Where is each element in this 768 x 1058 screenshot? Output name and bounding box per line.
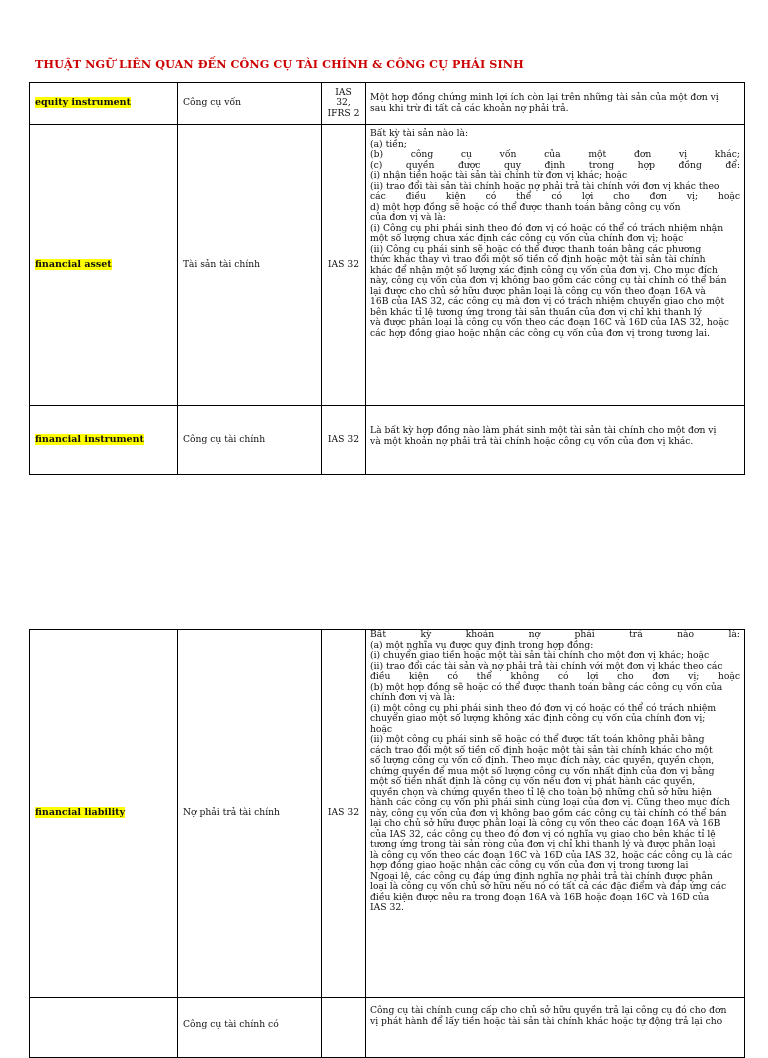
- definition-line: điều kiện có thể không có lợi cho đơn vị; hoặc: [370, 671, 740, 682]
- definition-line: d) một hợp đồng sẽ hoặc có thể được thanh toán bằng công cụ vốn: [370, 201, 681, 213]
- vietnamese-term-cell: Công cụ vốn: [178, 83, 322, 125]
- definition-line: vị phát hành để lấy tiền hoặc tài sản tài chính khác hoặc tự động trả lại cho: [370, 1015, 723, 1027]
- definition-line: số lượng công cụ vốn cố định. Theo mục đích này, các quyền, quyền chọn,: [370, 755, 715, 766]
- definition-line: Là bất kỳ hợp đồng nào làm phát sinh một tài sản tài chính cho một đơn vị: [370, 425, 717, 436]
- standard-cell: [322, 83, 366, 125]
- definition-line: hoặc: [370, 723, 393, 735]
- definition-line: cách trao đổi một số tiền cố định hoặc một tài sản tài chính khác cho một: [370, 744, 713, 756]
- definition-line: (i) nhận tiền hoặc tài sản tài chính từ đơn vị khác; hoặc: [370, 170, 628, 181]
- definition-line: các điều kiện có thể có lợi cho đơn vị; hoặc: [370, 191, 740, 202]
- term-cell: [30, 406, 178, 475]
- definition-cell: [366, 998, 745, 1058]
- standard-cell: [322, 998, 366, 1058]
- definition-line: này, công cụ vốn của đơn vị không bao gồm các công cụ tài chính có thể bán: [370, 807, 727, 819]
- definition-line: (ii) trao đổi tài sản tài chính hoặc nợ phải trả tài chính với đơn vị khác theo: [370, 180, 720, 192]
- vietnamese-term-cell: Công cụ tài chính có: [178, 998, 322, 1058]
- definition-line: chuyển giao một số lượng không xác định công cụ vốn của chính đơn vị;: [370, 713, 706, 724]
- definition-line: lại cho chủ sở hữu được phân loại là công cụ vốn theo các đoạn 16A và 16B: [370, 818, 721, 829]
- definition-line: (i) chuyển giao tiền hoặc một tài sản tài chính cho một đơn vị khác; hoặc: [370, 650, 710, 661]
- definition-line: một số tiền nhất định là công cụ vốn nếu đơn vị phát hành các quyền,: [370, 776, 696, 787]
- definition-line: 16B của IAS 32, các công cụ mà đơn vị có trách nhiệm chuyển giao cho một: [370, 296, 725, 307]
- vietnamese-term-cell: Công cụ tài chính: [178, 406, 322, 475]
- definition-line: (a) một nghĩa vụ được quy định trong hợp đồng:: [370, 639, 594, 651]
- definition-line: loại là công cụ vốn chủ sở hữu nếu nó có tất cả các đặc điểm và đáp ứng các: [370, 881, 727, 892]
- standard-cell: IAS 32: [322, 630, 366, 998]
- standard-line: IAS: [335, 86, 352, 98]
- definition-line: (c) quyền được quy định trong hợp đồng để:: [370, 159, 740, 171]
- vietnamese-term-cell: Tài sản tài chính: [178, 125, 322, 406]
- vietnamese-term-cell: Nợ phải trả tài chính: [178, 630, 322, 998]
- definition-line: (ii) Công cụ phái sinh sẽ hoặc có thể được thanh toán bằng các phương: [370, 243, 702, 255]
- definition-line: quyền chọn và chứng quyền theo tỉ lệ cho toàn bộ những chủ sở hữu hiện: [370, 786, 712, 798]
- table-row: [30, 630, 745, 998]
- term-highlight: financial instrument: [35, 433, 144, 445]
- definition-line: điều kiện được nêu ra trong đoạn 16A và 16B hoặc đoạn 16C và 16D của: [370, 891, 710, 903]
- page-title: THUẬT NGỮ LIÊN QUAN ĐẾN CÔNG CỤ TÀI CHÍNH & CÔNG CỤ PHÁI SINH: [35, 57, 524, 71]
- definition-line: một số lượng chưa xác định các công cụ vốn của chính đơn vị; hoặc: [370, 233, 684, 244]
- definition-line: (i) một công cụ phi phái sinh theo đó đơn vị có hoặc có thể có trách nhiệm: [370, 702, 717, 714]
- term-cell: [30, 630, 178, 998]
- definition-line: (b) công cụ vốn của một đơn vị khác;: [370, 149, 740, 160]
- standard-line: IFRS 2: [327, 107, 360, 119]
- definition-line: của IAS 32, các công cụ theo đó đơn vị có nghĩa vụ giao cho bên khác tỉ lệ: [370, 828, 716, 840]
- definition-line: chứng quyền để mua một số lượng công cụ vốn nhất định của đơn vị bằng: [370, 765, 715, 777]
- table-row: [30, 406, 745, 475]
- table-row: [30, 998, 745, 1058]
- table-row: [30, 125, 745, 406]
- table-row: [30, 83, 745, 125]
- definition-line: của đơn vị và là:: [370, 212, 446, 223]
- term-cell: [30, 125, 178, 406]
- definition-cell: [366, 630, 745, 998]
- glossary-table-2: [29, 629, 745, 1058]
- definition-line: Bất kỳ tài sản nào là:: [370, 128, 469, 139]
- definition-line: khác để nhận một số lượng xác định công cụ vốn của đơn vị. Cho mục đích: [370, 264, 718, 276]
- definition-line: bên khác tỉ lệ tương ứng trong tài sản thuần của đơn vị chỉ khi thanh lý: [370, 306, 702, 318]
- definition-cell: [366, 125, 745, 406]
- term-highlight: financial liability: [35, 807, 126, 819]
- term-highlight: financial asset: [35, 258, 112, 270]
- definition-line: (ii) trao đổi các tài sản và nợ phải trả tài chính với một đơn vị khác theo các: [370, 660, 723, 672]
- definition-line: sau khi trừ đi tất cả các khoản nợ phải trả.: [370, 102, 569, 114]
- definition-line: (b) một hợp đồng sẽ hoặc có thể được thanh toán bằng các công cụ vốn của: [370, 681, 723, 693]
- definition-line: IAS 32.: [370, 902, 405, 913]
- standard-line: 32,: [336, 97, 351, 109]
- term-cell: [30, 998, 178, 1058]
- definition-line: Ngoại lệ, các công cụ đáp ứng định nghĩa nợ phải trả tài chính được phân: [370, 870, 713, 882]
- definition-line: hợp đồng giao hoặc nhận các công cụ vốn của đơn vị trong tương lai: [370, 860, 689, 871]
- standard-cell: IAS 32: [322, 406, 366, 475]
- definition-line: (ii) một công cụ phái sinh sẽ hoặc có thể được tất toán không phải bằng: [370, 734, 705, 745]
- definition-line: Công cụ tài chính cung cấp cho chủ sở hữu quyền trả lại công cụ đó cho đơn: [370, 1005, 727, 1016]
- term-cell: [30, 83, 178, 125]
- definition-line: này, công cụ vốn của đơn vị không bao gồm các công cụ tài chính có thể bán: [370, 275, 727, 286]
- definition-line: các hợp đồng giao hoặc nhận các công cụ vốn của đơn vị trong tương lai.: [370, 327, 710, 339]
- definition-line: chính đơn vị và là:: [370, 692, 456, 703]
- definition-line: tương ứng trong tài sản ròng của đơn vị chỉ khi thanh lý và được phân loại: [370, 839, 716, 850]
- glossary-table-1: [29, 82, 745, 475]
- definition-line: thức khác thay vì trao đổi một số tiền cố định hoặc một tài sản tài chính: [370, 254, 706, 265]
- definition-cell: [366, 83, 745, 125]
- definition-line: là công cụ vốn theo các đoạn 16C và 16D của IAS 32, hoặc các công cụ là các: [370, 849, 733, 861]
- definition-line: (i) Công cụ phi phái sinh theo đó đơn vị có hoặc có thể có trách nhiệm nhận: [370, 222, 724, 234]
- definition-line: (a) tiền;: [370, 138, 407, 150]
- term-highlight: equity instrument: [35, 97, 131, 109]
- definition-line: lại được cho chủ sở hữu được phân loại là công cụ vốn theo đoạn 16A và: [370, 285, 706, 297]
- definition-line: và một khoản nợ phải trả tài chính hoặc công cụ vốn của đơn vị khác.: [370, 435, 694, 447]
- definition-line: hành các công cụ vốn phi phái sinh cùng loại của đơn vị. Cũng theo mục đích: [370, 797, 731, 808]
- definition-line: và được phân loại là công cụ vốn theo các đoạn 16C và 16D của IAS 32, hoặc: [370, 317, 729, 328]
- definition-line: Một hợp đồng chứng minh lợi ích còn lại trên những tài sản của một đơn vị: [370, 92, 719, 103]
- definition-cell: [366, 406, 745, 475]
- standard-cell: IAS 32: [322, 125, 366, 406]
- definition-line: Bất kỳ khoản nợ phải trả nào là:: [370, 629, 740, 640]
